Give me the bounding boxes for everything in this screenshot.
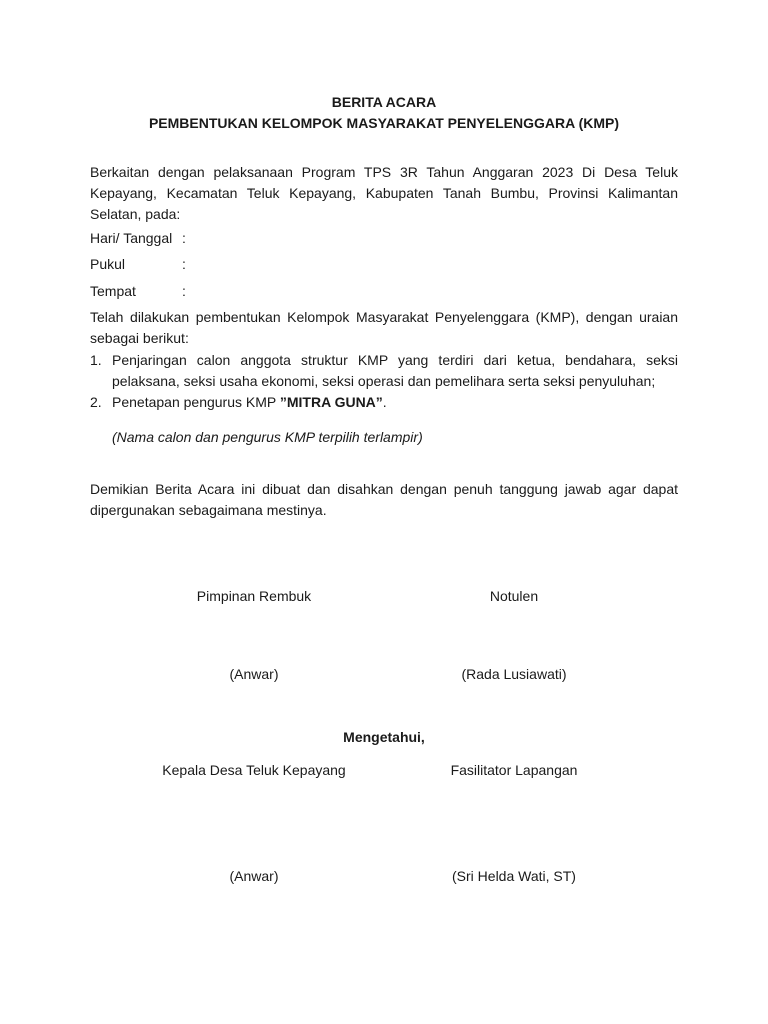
list-item-text: Penetapan pengurus KMP <box>112 394 280 410</box>
field-colon: : <box>182 283 186 299</box>
numbered-list <box>90 350 678 413</box>
signature-role-left: Pimpinan Rembuk <box>196 588 312 604</box>
attachment-note: (Nama calon dan pengurus KMP terpilih terlampir) <box>112 429 423 445</box>
closing-paragraph: Demikian Berita Acara ini dibuat dan disahkan dengan penuh tanggung jawab agar dapat dipergunakan sebagaimana mestinya. <box>90 481 678 518</box>
intro-paragraph: Berkaitan dengan pelaksanaan Program TPS 3R Tahun Anggaran 2023 Di Desa Teluk Kepayang, Kecamatan Teluk Kepayang, Kabupaten Tanah Bumbu, Provinsi Kalimantan Selatan, pada: <box>90 164 678 222</box>
signature-name-left-2: (Anwar) <box>229 868 279 884</box>
document-subtitle: PEMBENTUKAN KELOMPOK MASYARAKAT PENYELENGGARA (KMP) <box>148 115 620 131</box>
acknowledged-label: Mengetahui, <box>343 729 425 745</box>
signature-role-right: Notulen <box>489 588 539 604</box>
list-item <box>90 350 678 392</box>
field-row-time <box>90 254 186 274</box>
list-item-suffix: . <box>382 394 387 410</box>
field-row-date <box>90 228 186 248</box>
field-colon: : <box>182 256 186 272</box>
list-number: 1. <box>90 352 102 368</box>
body-paragraph: Telah dilakukan pembentukan Kelompok Masyarakat Penyelenggara (KMP), dengan uraian sebagai berikut: <box>90 309 678 346</box>
signature-name-right: (Rada Lusiawati) <box>461 666 567 682</box>
kmp-name: ”MITRA GUNA” <box>279 394 383 410</box>
list-item <box>90 392 678 413</box>
field-label-place: Tempat <box>90 283 136 299</box>
list-item-text: Penjaringan calon anggota struktur KMP yang terdiri dari ketua, bendahara, seksi pelaksana, seksi usaha ekonomi, seksi operasi dan pemelihara serta seksi penyuluhan; <box>112 352 678 389</box>
document-title: BERITA ACARA <box>331 94 437 110</box>
signature-role-left-2: Kepala Desa Teluk Kepayang <box>162 762 346 778</box>
field-colon: : <box>182 230 186 246</box>
document-title-block <box>90 92 678 134</box>
field-label-date: Hari/ Tanggal <box>90 230 173 246</box>
field-row-place <box>90 281 186 301</box>
list-number: 2. <box>90 394 102 410</box>
field-label-time: Pukul <box>90 256 126 272</box>
signature-name-right-2: (Sri Helda Wati, ST) <box>452 868 576 884</box>
signature-name-left: (Anwar) <box>229 666 279 682</box>
signature-role-right-2: Fasilitator Lapangan <box>450 762 578 778</box>
